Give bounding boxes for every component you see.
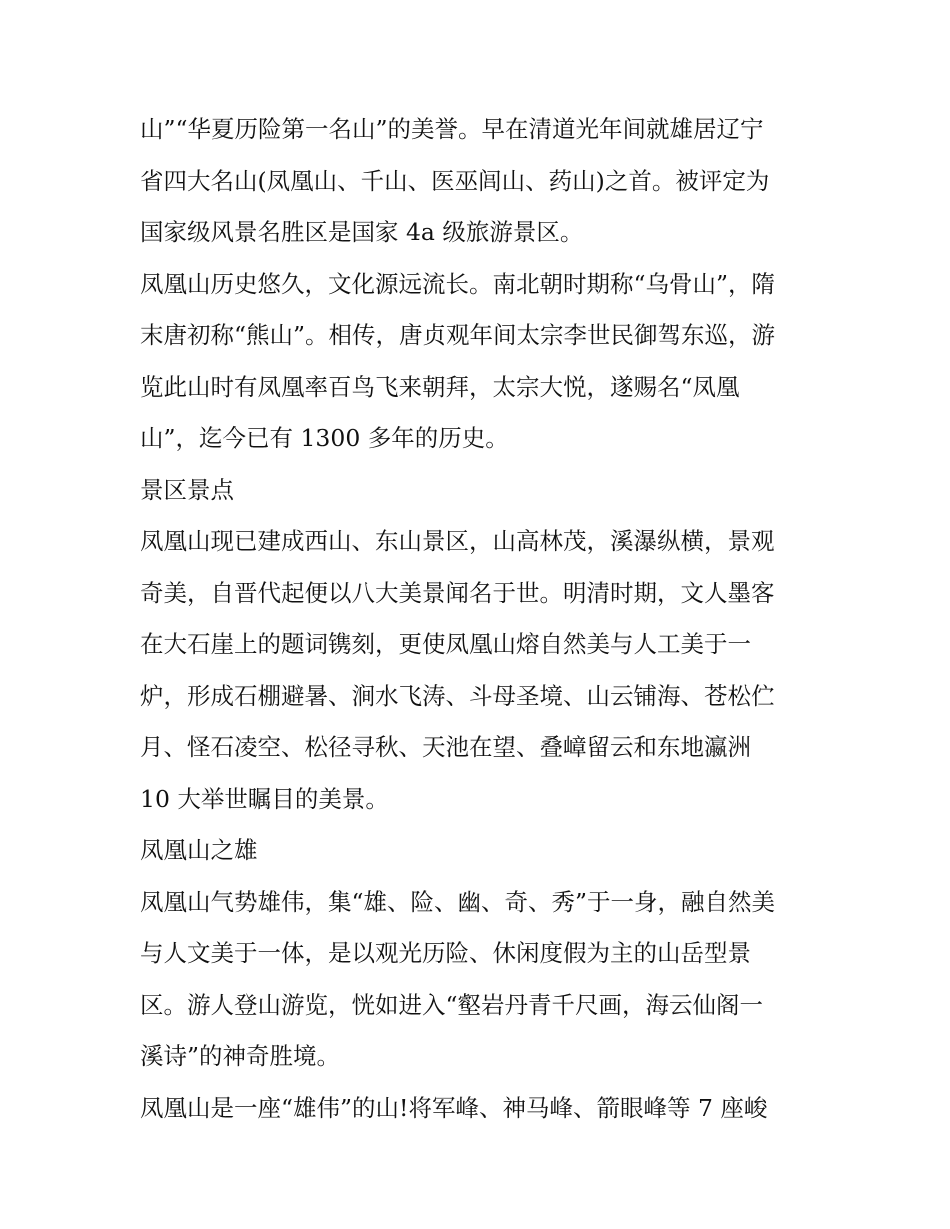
text-line-7: 山”，迄今已有 1300 多年的历史。 <box>140 424 509 452</box>
text-line-12: 炉，形成石棚避暑、涧水飞涛、斗母圣境、山云铺海、苍松伫 <box>140 681 775 710</box>
text-line-2: 省四大名山(凤凰山、千山、医巫闾山、药山)之首。被评定为 <box>140 166 770 195</box>
text-line-9: 凤凰山现已建成西山、东山景区，山高林茂，溪瀑纵横，景观 <box>140 527 775 555</box>
text-line-5: 末唐初称“熊山”。相传，唐贞观年间太宗李世民御驾东巡，游 <box>140 321 776 349</box>
document-body <box>140 104 820 1134</box>
text-line-1: 山”“华夏历险第一名山”的美誉。早在清道光年间就雄居辽宁 <box>140 115 764 143</box>
text-line-6: 览此山时有凤凰率百鸟飞来朝拜，太宗大悦，遂赐名“凤凰 <box>140 372 740 401</box>
section-heading-scenic-spots: 景区景点 <box>140 475 234 504</box>
text-line-16: 凤凰山气势雄伟，集“雄、险、幽、奇、秀”于一身，融自然美 <box>140 887 776 916</box>
text-line-18: 区。游人登山游览，恍如进入“壑岩丹青千尺画，海云仙阁一 <box>140 990 764 1019</box>
section-heading-majesty: 凤凰山之雄 <box>140 836 258 864</box>
text-line-17: 与人文美于一体，是以观光历险、休闲度假为主的山岳型景 <box>140 939 751 967</box>
text-line-3: 国家级风景名胜区是国家 4a 级旅游景区。 <box>140 218 584 246</box>
text-line-13: 月、怪石凌空、松径寻秋、天池在望、叠嶂留云和东地瀛洲 <box>140 733 751 761</box>
text-line-10: 奇美，自晋代起便以八大美景闻名于世。明清时期，文人墨客 <box>140 578 775 607</box>
text-line-20: 凤凰山是一座“雄伟”的山!将军峰、神马峰、箭眼峰等 7 座峻 <box>140 1093 768 1122</box>
text-line-14: 10 大举世瞩目的美景。 <box>140 784 389 813</box>
text-line-4: 凤凰山历史悠久，文化源远流长。南北朝时期称“乌骨山”，隋 <box>140 269 776 298</box>
text-line-19: 溪诗”的神奇胜境。 <box>140 1042 341 1070</box>
text-line-11: 在大石崖上的题词镌刻，更使凤凰山熔自然美与人工美于一 <box>140 630 751 658</box>
